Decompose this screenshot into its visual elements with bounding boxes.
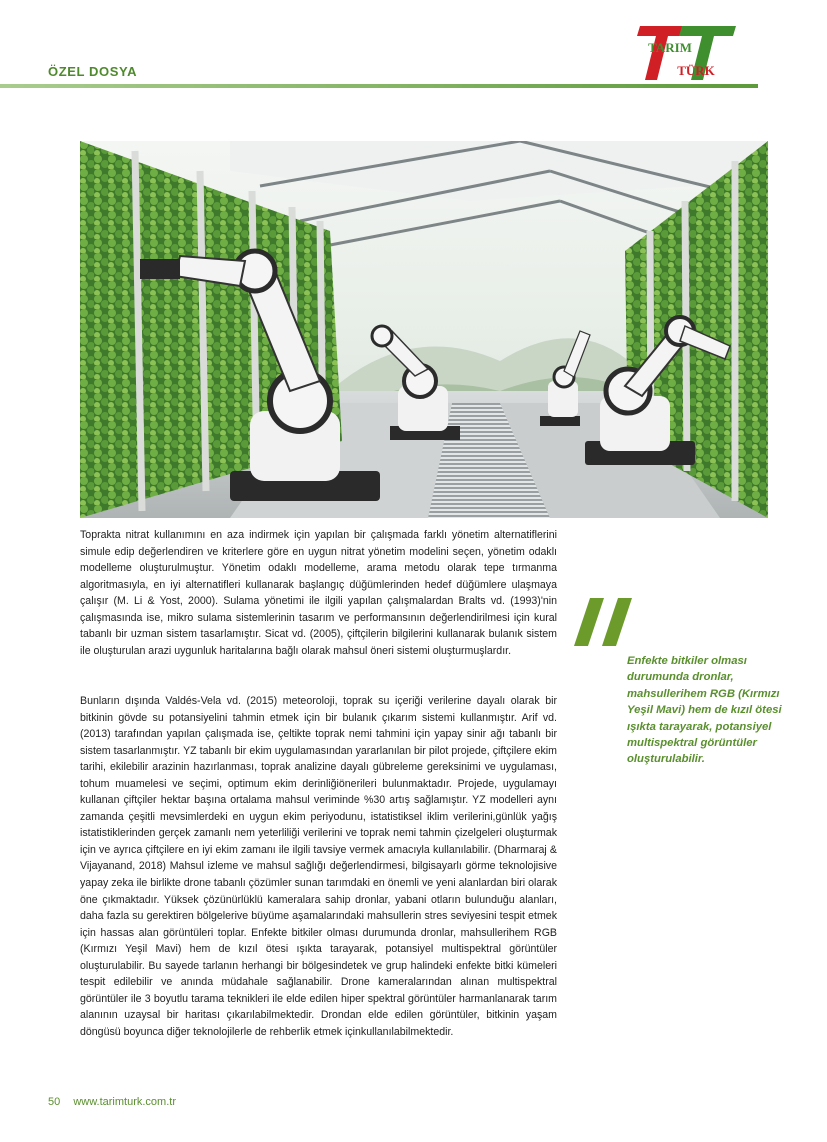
page-number: 50 — [48, 1096, 61, 1108]
quote-mark-icon — [574, 598, 636, 646]
article-paragraph-2: Bunların dışında Valdés-Vela vd. (2015) meteoroloji, toprak su içeriği verilerine dayalı olarak bir bitkinin gövde su potansiyelini tahmin etmek için bir bulanık çıkarım sistemi kullanmıştır. Arif vd. (2013) tarafından yapılan çalışmada ise, çeltikte toprak nemi tahmini için yapay sinir ağı tabanlı bir sistem tasarlanmıştır. YZ tabanlı bir ekim uygulamasından yararlanılan bir pilot projede, çiftçilere ekim tarihi, ekilebilir arazinin hazırlanması, toprak analizine dayalı gübreleme gereksinimi ve uygulaması, tohum muamelesi ve seçimi, optimum ekim derinliğiönerileri bulunmaktadır. Projede, uygulamayı kullanan çiftçiler hektar başına ortalama mahsul veriminde %30 artış sağlamıştır. YZ modelleri aynı zamanda çeşitli mevsimlerdeki en uygun ekim periyodunu, istatistiksel iklim verilerini,günlük yağış istatistiklerinden gerçek zamanlı nem yeterliliği verilerini ve toprak nemi tahmin çizelgeleri oluşturmak için ve ayrıca çiftçilere en iyi ekim zamanı ile ilgili tavsiye vermek amacıyla kullanılabilir. (Dharmaraj & Vijayanand, 2018) Mahsul izleme ve mahsul sağlığı değerlendirmesi, bilgisayarlı görme teknolojisive yapay zeka ile birlikte drone tabanlı çözümler sunan tarımdaki en önemli ve yeni alanlardan biri olarak öne çıkmaktadır. Yüksek çözünürlüklü kameralara sahip dronlar, yabani otların bulunduğu alanları, daha fazla su gerektiren bölgelerive büyüme aşamalarındaki mahsullerin stres seviyesini tespit etmek için hassas alan görüntüleri toplar. Enfekte bitkiler olması durumunda dronlar, mahsullerihem RGB (Kırmızı Yeşil Mavi) hem de kızıl ötesi ışıkta tarayarak, potansiyel multispektral görüntüler oluşturulabilir. Bu sayede tarlanın herhangi bir bölgesindetek ve grup halindeki enfekte bitki kümeleri tespit edilebilir ve anında müdahale sağlanabilir. Drone kameralarından alınan multispektral görüntüler ile 3 boyutlu tarama teknikleri ile elde edilen hiper spektral görüntüler harmanlanarak tarım alanının uzaysal bir haritası çıkarılabilmektedir. Drondan elde edilen görüntüler, bitkinin yaşam döngüsü boyunca diğer teknolojilerle de rehberlik etmek içinkullanılabilmektedir. — [80, 695, 557, 1038]
tarim-turk-logo — [632, 22, 742, 84]
logo-line2: TÜRK — [677, 63, 715, 78]
website-link[interactable]: www.tarimturk.com.tr — [73, 1096, 176, 1108]
pull-quote: Enfekte bitkiler olması durumunda dronlar, mahsullerihem RGB (Kırmızı Yeşil Mavi) hem de kızıl ötesi ışıkta tarayarak, potansiyel multispektral görüntüler oluşturulabilir. — [627, 655, 782, 766]
page-footer — [48, 1096, 176, 1108]
article-paragraph-1: Toprakta nitrat kullanımını en aza indirmek için yapılan bir çalışmada farklı yönetim alternatiflerini simule edip değerlendiren ve kriterlere göre en uygun nitrat yönetim modelini seçen, yönetim odaklı modelleme oluşturulmuştur. Yönetim odaklı modelleme, arama metodu olarak tepe tırmanma algoritmasıyla, en iyi alternatifleri kullanarak başlangıç düğümlerinden hedef düğümlere ulaşmaya çalışır (M. Li & Yost, 2000). Sulama yönetimi ile ilgili yapılan çalışmalardan Bralts vd. (1993)'nin çalışmasında ise, mikro sulama sistemlerinin tasarım ve performansının değerlendirilmesi için kural tabanlı bir uzman sistem tasarlamıştır. Sicat vd. (2005), çiftçilerin bilgilerini kullanarak bulanık sistem ile oluşturulan arazi uygunluk haritalarına bağlı olarak mahsul öneri sistemi oluşturmuşlardır. — [80, 529, 557, 657]
header-rule — [0, 84, 758, 88]
logo-line1: TARIM — [648, 40, 692, 55]
section-label: ÖZEL DOSYA — [48, 64, 138, 79]
hero-image — [80, 141, 768, 518]
